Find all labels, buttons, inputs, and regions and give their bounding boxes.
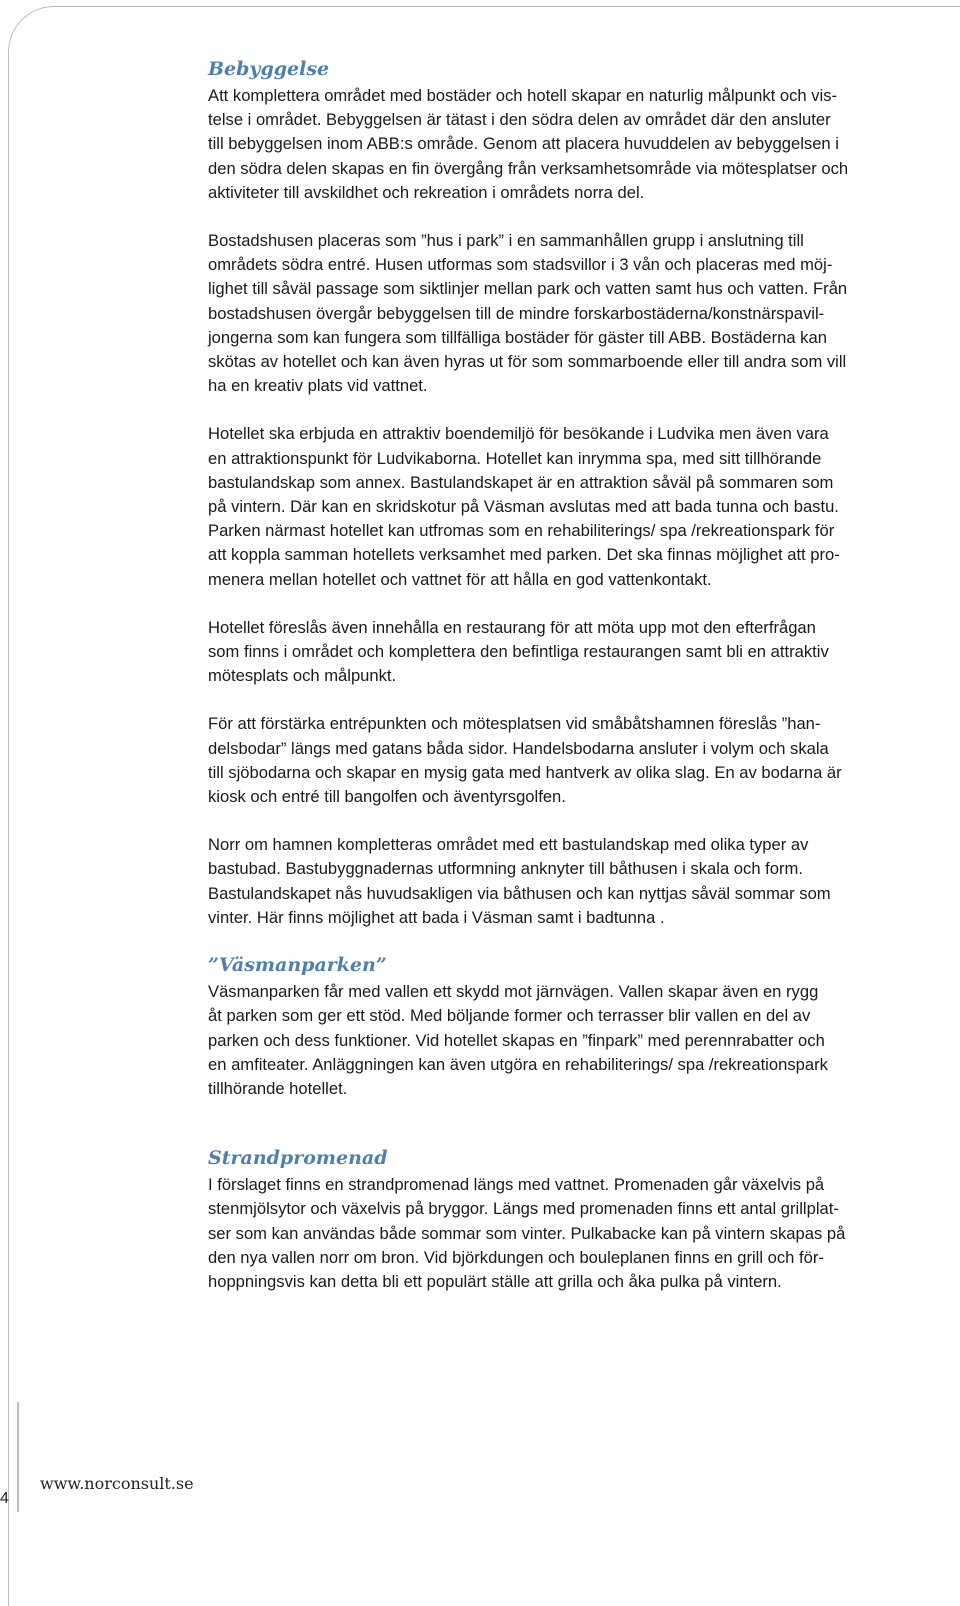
heading-bebyggelse: Bebyggelse — [208, 58, 330, 80]
paragraph-bebyggelse-2: Bostadshusen placeras som ”hus i park” i en sammanhållen grupp i anslutning till områdets södra entré. Husen utformas som stadsvillor i 3 vån och placeras med möj- lighet till såväl passage som siktlinjer mellan park och vatten samt hus och vatten. Från bostadshusen övergår bebyggelsen till de mindre forskarbostäderna/konstnärspavil- jongerna som kan fungera som tillfälliga bostäder för gäster till ABB. Bostäderna kan skötas av hotellet och kan även hyras ut för som sommarboende eller till andra som vill ha en kreativ plats vid vattnet. — [208, 231, 848, 396]
paragraph-bebyggelse-4: Hotellet föreslås även innehålla en restaurang för att möta upp mot den efterfrågan som finns i området och komplettera den befintliga restaurangen samt bli en attraktiv mötesplats och målpunkt. — [208, 617, 829, 686]
page-number: 4 — [0, 1490, 9, 1507]
document-body — [208, 56, 960, 1294]
heading-strandpromenad: Strandpromenad — [208, 1147, 388, 1170]
paragraph-bebyggelse-1: Att komplettera området med bostäder och hotell skapar en naturlig målpunkt och vis- telse i området. Bebyggelsen är tätast i den södra delen av området där den ansluter till bebyggelsen inom ABB:s område. Genom att placera huvuddelen av bebyggelsen i den södra delen skapas en fin övergång från verksamhetsområde via mötesplatser och aktiviteter till avskildhet och rekreation i områdets norra del. — [208, 86, 849, 202]
page-edge-rule — [17, 1402, 19, 1512]
paragraph-vasmanparken-1: Väsmanparken får med vallen ett skydd mot järnvägen. Vallen skapar även en rygg åt parken som ger ett stöd. Med böljande former och terrasser blir vallen en del av parken och dess funktioner. Vid hotellet skapas en ”finpark” med perennrabatter och en amfiteater. Anläggningen kan även utgöra en rehabiliterings/ spa /rekreationspark tillhörande hotellet. — [208, 982, 828, 1098]
paragraph-strandpromenad-1: I förslaget finns en strandpromenad längs med vattnet. Promenaden går växelvis på stenmjölsytor och växelvis på bryggor. Längs med promenaden finns ett antal grillplat- ser som kan användas både sommar som vinter. Pulkabacke kan på vintern skapas på den nya vallen norr om bron. Vid björkdungen och bouleplanen finns en grill och för- hoppningsvis kan detta bli ett populärt ställe att grilla och åka pulka på vintern. — [208, 1175, 846, 1291]
paragraph-bebyggelse-6: Norr om hamnen kompletteras området med ett bastulandskap med olika typer av bastubad. Bastubyggnadernas utformning anknyter till båthusen i skala och form. Bastulandskapet nås huvudsakligen via båthusen och kan nyttjas såväl sommar som vinter. Här finns möjlighet att bada i Väsman samt i badtunna . — [208, 835, 831, 927]
paragraph-bebyggelse-3: Hotellet ska erbjuda en attraktiv boendemiljö för besökande i Ludvika men även vara en attraktionspunkt för Ludvikaborna. Hotellet kan inrymma spa, med sitt tillhörande bastulandskap som annex. Bastulandskapet är en attraktion såväl på sommaren som på vintern. Där kan en skridskotur på Väsman avslutas med att bada tunna och bastu. Parken närmast hotellet kan utfromas som en rehabiliterings/ spa /rekreationspark för att koppla samman hotellets verksamhet med parken. Det ska finnas möjlighet att pro- menera mellan hotellet och vattnet för att hålla en god vattenkontakt. — [208, 424, 840, 589]
paragraph-bebyggelse-5: För att förstärka entrépunkten och mötesplatsen vid småbåtshamnen föreslås ”han- delsbodar” längs med gatans båda sidor. Handelsbodarna ansluter i volym och skala till sjöbodarna och skapar en mysig gata med hantverk av olika slag. En av bodarna är kiosk och entré till bangolfen och äventyrsgolfen. — [208, 714, 842, 807]
footer-website-link[interactable]: www.norconsult.se — [40, 1474, 194, 1493]
heading-vasmanparken: ”Väsmanparken” — [208, 954, 387, 977]
